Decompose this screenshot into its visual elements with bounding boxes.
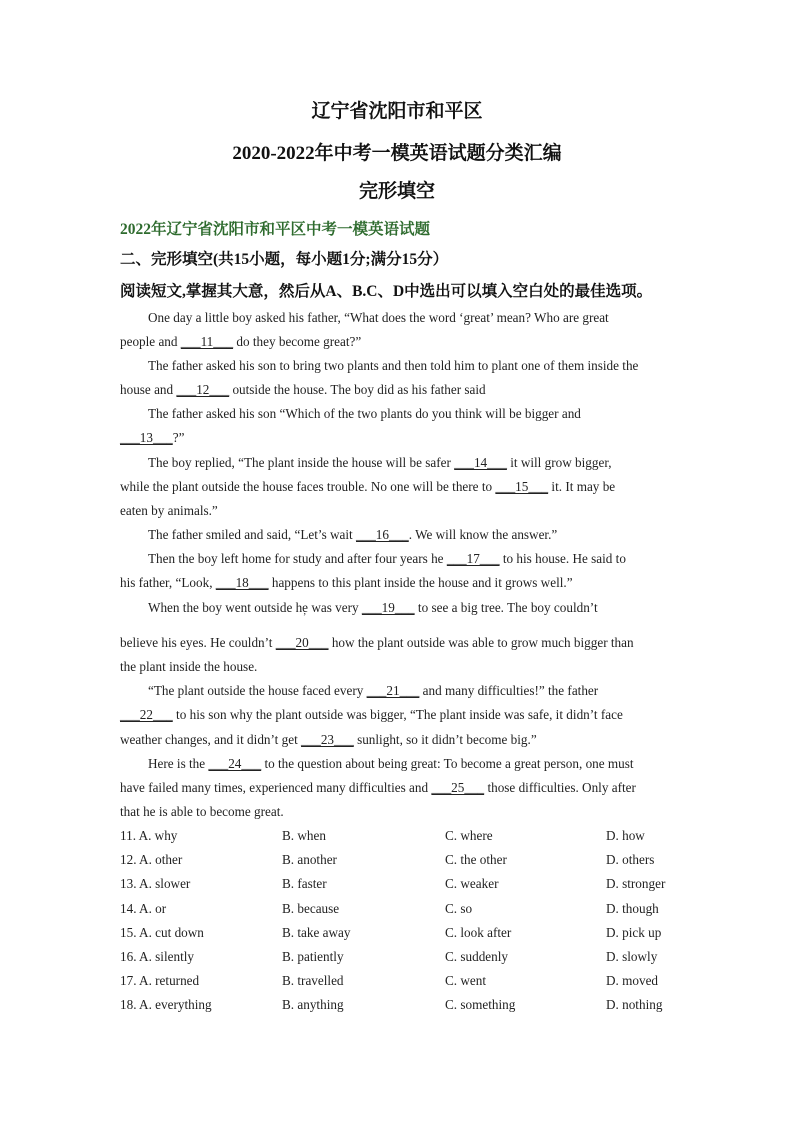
option-c: C. look after bbox=[445, 925, 512, 940]
passage-line: The boy replied, “The plant inside the house will be safer ___14___ it will grow bigger, bbox=[148, 455, 612, 470]
blank-24: ___24___ bbox=[208, 756, 262, 771]
blank-18: ___18___ bbox=[215, 575, 269, 590]
section-heading: 二、完形填空(共15小题，每小题1分;满分15分） bbox=[120, 251, 449, 268]
option-d: D. nothing bbox=[606, 997, 663, 1012]
passage-line: believe his eyes. He couldn’t ___20___ how the plant outside was able to grow much bigger than bbox=[120, 635, 634, 650]
passage-line: The father asked his son “Which of the two plants do you think will be bigger and bbox=[148, 406, 581, 421]
option-b: B. patiently bbox=[282, 949, 344, 964]
option-a: 15. A. cut down bbox=[120, 925, 204, 940]
page-title-region: 辽宁省沈阳市和平区 bbox=[311, 101, 483, 122]
exam-source-heading: 2022年辽宁省沈阳市和平区中考一模英语试题 bbox=[120, 221, 431, 238]
passage-line: ___22___ to his son why the plant outside was bigger, “The plant inside was safe, it didn’t face bbox=[120, 707, 623, 722]
passage-line: Then the boy left home for study and after four years he ___17___ to his house. He said to bbox=[148, 551, 626, 566]
option-d: D. how bbox=[606, 828, 645, 843]
option-d: D. though bbox=[606, 901, 659, 916]
option-b: B. when bbox=[282, 828, 326, 843]
blank-25: ___25___ bbox=[431, 780, 485, 795]
option-a: 16. A. silently bbox=[120, 949, 194, 964]
option-b: B. faster bbox=[282, 876, 327, 891]
blank-14: ___14___ bbox=[454, 455, 507, 470]
blank-13: ___13___ bbox=[120, 430, 173, 445]
option-a: 11. A. why bbox=[120, 828, 178, 843]
option-a: 13. A. slower bbox=[120, 876, 191, 891]
option-d: D. moved bbox=[606, 973, 659, 988]
passage-line: ___13___?” bbox=[120, 430, 185, 445]
option-c: C. so bbox=[445, 901, 473, 916]
option-b: B. another bbox=[282, 852, 337, 867]
passage-line: have failed many times, experienced many difficulties and ___25___ those difficulties. Only after bbox=[120, 780, 636, 795]
section-instruction: 阅读短文,掌握其大意，然后从A、B.C、D中选出可以填入空白处的最佳选项。 bbox=[120, 283, 653, 300]
passage-line: The father asked his son to bring two plants and then told him to plant one of them inside the bbox=[148, 358, 639, 373]
page-title-topic: 完形填空 bbox=[358, 181, 435, 202]
passage-line: “The plant outside the house faced every ___21___ and many difficulties!” the father bbox=[148, 683, 599, 698]
blank-21: ___21___ bbox=[366, 683, 420, 698]
blank-11: ___11___ bbox=[180, 334, 234, 349]
blank-16: ___16___ bbox=[356, 527, 409, 542]
passage-line: the plant inside the house. bbox=[120, 659, 258, 674]
option-c: C. went bbox=[445, 973, 487, 988]
passage-line: weather changes, and it didn’t get ___23___ sunlight, so it didn’t become big.” bbox=[120, 732, 537, 747]
option-c: C. suddenly bbox=[445, 949, 509, 964]
option-d: D. slowly bbox=[606, 949, 658, 964]
option-a: 17. A. returned bbox=[120, 973, 200, 988]
blank-15: ___15___ bbox=[495, 479, 549, 494]
passage-line: One day a little boy asked his father, “What does the word ‘great’ mean? Who are great bbox=[148, 310, 609, 325]
blank-12: ___12___ bbox=[176, 382, 230, 397]
passage-line: When the boy went outside he was very ___19___ to see a big tree. The boy couldn’t bbox=[148, 600, 598, 615]
stray-comma-mark: ’ bbox=[303, 612, 307, 623]
option-d: D. pick up bbox=[606, 925, 662, 940]
option-c: C. where bbox=[445, 828, 493, 843]
blank-22: ___22___ bbox=[120, 707, 173, 722]
passage-line: people and ___11___ do they become great?” bbox=[120, 334, 362, 349]
passage-line: eaten by animals.” bbox=[120, 503, 218, 518]
blank-17: ___17___ bbox=[446, 551, 500, 566]
option-c: C. weaker bbox=[445, 876, 499, 891]
option-a: 12. A. other bbox=[120, 852, 183, 867]
option-d: D. others bbox=[606, 852, 655, 867]
option-b: B. anything bbox=[282, 997, 344, 1012]
option-c: C. something bbox=[445, 997, 516, 1012]
option-d: D. stronger bbox=[606, 876, 666, 891]
option-b: B. because bbox=[282, 901, 340, 916]
option-c: C. the other bbox=[445, 852, 507, 867]
option-b: B. take away bbox=[282, 925, 351, 940]
passage-line: his father, “Look, ___18___ happens to this plant inside the house and it grows well.” bbox=[120, 575, 573, 590]
blank-19: ___19___ bbox=[361, 600, 415, 615]
blank-20: ___20___ bbox=[275, 635, 329, 650]
option-a: 14. A. or bbox=[120, 901, 167, 916]
passage-line: house and ___12___ outside the house. The boy did as his father said bbox=[120, 382, 486, 397]
option-b: B. travelled bbox=[282, 973, 344, 988]
option-a: 18. A. everything bbox=[120, 997, 212, 1012]
passage-line: while the plant outside the house faces trouble. No one will be there to ___15___ it. It may be bbox=[120, 479, 616, 494]
passage-line: Here is the ___24___ to the question about being great: To become a great person, one must bbox=[148, 756, 634, 771]
page-title-main: 2020-2022年中考一模英语试题分类汇编 bbox=[232, 143, 562, 164]
passage-line: that he is able to become great. bbox=[120, 804, 284, 819]
blank-23: ___23___ bbox=[301, 732, 354, 747]
passage-line: The father smiled and said, “Let’s wait ___16___. We will know the answer.” bbox=[148, 527, 558, 542]
